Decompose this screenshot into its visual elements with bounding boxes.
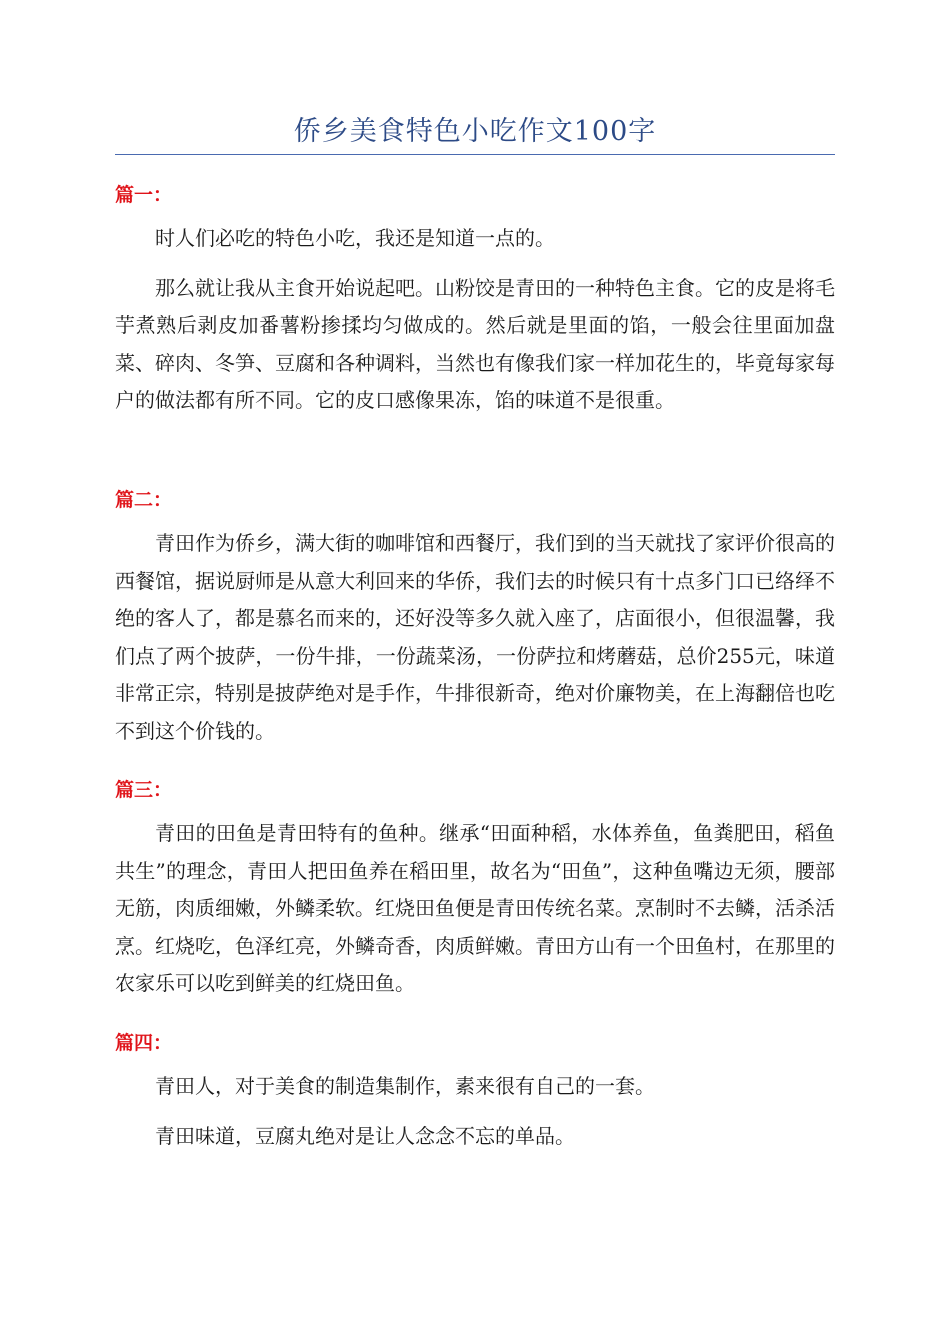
title-divider	[115, 154, 835, 155]
section-heading: 篇四：	[115, 1032, 173, 1054]
section-1	[115, 180, 835, 432]
paragraph: 时人们必吃的特色小吃，我还是知道一点的。	[155, 226, 555, 250]
section-2	[115, 485, 835, 762]
section-4	[115, 1028, 835, 1167]
section-3	[115, 775, 835, 1015]
paragraph: 青田的田鱼是青田特有的鱼种。继承“田面种稻，水体养鱼，鱼粪肥田，稻鱼共生”的理念，青田人把田鱼养在稻田里，故名为“田鱼”，这种鱼嘴边无须，腰部无筋，肉质细嫩，外鳞柔软。红烧田鱼便是青田传统名菜。烹制时不去鳞，活杀活烹。红烧吃，色泽红亮，外鳞奇香，肉质鲜嫩。青田方山有一个田鱼村，在那里的农家乐可以吃到鲜美的红烧田鱼。	[115, 821, 835, 995]
section-heading: 篇二：	[115, 489, 173, 511]
paragraph: 青田人，对于美食的制造集制作，素来很有自己的一套。	[155, 1074, 655, 1098]
page-title: 侨乡美食特色小吃作文100字	[293, 116, 657, 147]
paragraph: 那么就让我从主食开始说起吧。山粉饺是青田的一种特色主食。它的皮是将毛芋煮熟后剥皮加番薯粉掺揉均匀做成的。然后就是里面的馅，一般会往里面加盘菜、碎肉、冬笋、豆腐和各种调料，当然也有像我们家一样加花生的，毕竟每家每户的做法都有所不同。它的皮口感像果冻，馅的味道不是很重。	[115, 275, 835, 412]
paragraph: 青田作为侨乡，满大街的咖啡馆和西餐厅，我们到的当天就找了家评价很高的西餐馆，据说厨师是从意大利回来的华侨，我们去的时候只有十点多门口已络绎不绝的客人了，都是慕名而来的，还好没等多久就入座了，店面很小，但很温馨，我们点了两个披萨，一份牛排，一份蔬菜汤，一份萨拉和烤蘑菇，总价255元，味道非常正宗，特别是披萨绝对是手作，牛排很新奇，绝对价廉物美，在上海翻倍也吃不到这个价钱的。	[115, 531, 835, 743]
paragraph: 青田味道，豆腐丸绝对是让人念念不忘的单品。	[155, 1123, 575, 1148]
section-heading: 篇一：	[115, 184, 173, 206]
section-heading: 篇三：	[115, 779, 173, 801]
